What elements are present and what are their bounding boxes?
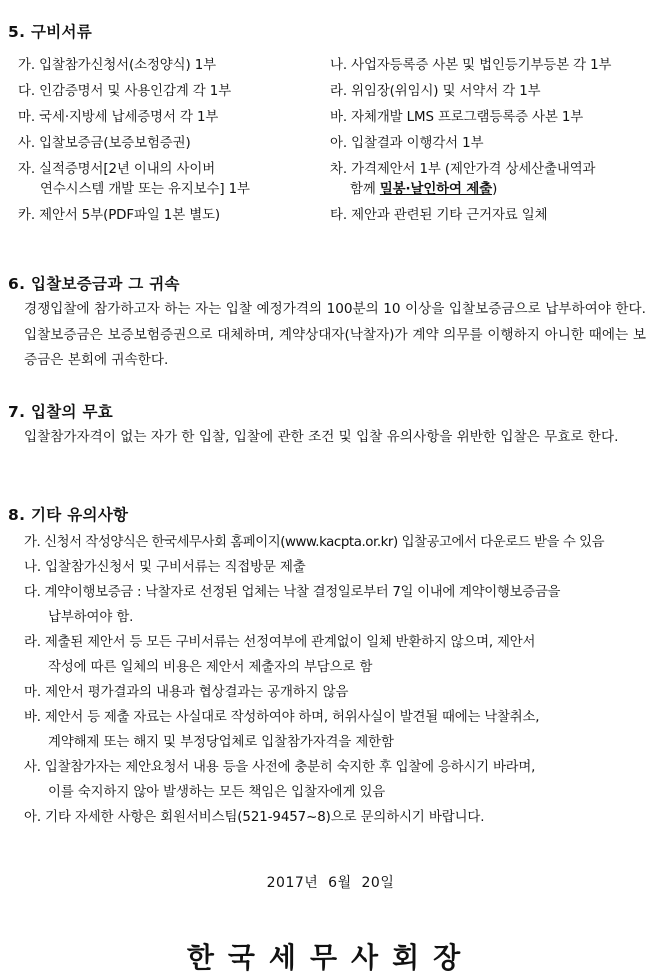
notice-item: 가. 신청서 작성양식은 한국세무사회 홈페이지(www.kacpta.or.kr) 입찰공고에서 다운로드 받을 수 있음	[24, 535, 605, 550]
doc-item: 나. 사업자등록증 사본 및 법인등기부등본 각 1부	[330, 58, 612, 73]
section-7-heading: 7. 입찰의 무효	[8, 403, 114, 421]
section-5-heading: 5. 구비서류	[8, 23, 93, 41]
doc-item: 가. 입찰참가신청서(소정양식) 1부	[18, 58, 216, 73]
doc-item: 차. 가격제안서 1부 (제안가격 상세산출내역과	[330, 162, 596, 177]
notice-item: 라. 제출된 제안서 등 모든 구비서류는 선정여부에 관계없이 일체 반환하지 않으며, 제안서	[24, 635, 536, 650]
notice-item: 나. 입찰참가신청서 및 구비서류는 직접방문 제출	[24, 560, 306, 575]
doc-item: 라. 위임장(위임시) 및 서약서 각 1부	[330, 84, 541, 99]
text-normal: 함께	[350, 182, 380, 197]
notice-item: 사. 입찰참가자는 제안요청서 내용 등을 사전에 충분히 숙지한 후 입찰에 응하시기 바라며,	[24, 760, 536, 775]
doc-item: 자. 실적증명서[2년 이내의 사이버	[18, 162, 216, 177]
doc-item: 아. 입찰결과 이행각서 1부	[330, 136, 484, 151]
notice-item: 다. 계약이행보증금 : 낙찰자로 선정된 업체는 낙찰 결정일로부터 7일 이내에 계약이행보증금을	[24, 585, 561, 600]
notice-item-continuation: 작성에 따른 일체의 비용은 제안서 제출자의 부담으로 함	[48, 660, 373, 675]
text-normal: )	[492, 182, 498, 197]
doc-item-continuation: 연수시스템 개발 또는 유지보수] 1부	[40, 182, 250, 197]
doc-item-continuation	[350, 178, 497, 197]
section-7-body: 입찰참가자격이 없는 자가 한 입찰, 입찰에 관한 조건 및 입찰 유의사항을 위반한 입찰은 무효로 한다.	[24, 429, 619, 445]
notice-item: 바. 제안서 등 제출 자료는 사실대로 작성하여야 하며, 허위사실이 발견될 때에는 낙찰취소,	[24, 710, 540, 725]
doc-item: 타. 제안과 관련된 기타 근거자료 일체	[330, 208, 548, 223]
notice-item: 아. 기타 자세한 사항은 회원서비스팀(521-9457~8)으로 문의하시기 바랍니다.	[24, 810, 485, 825]
organization-signature: 한국세무사회장	[186, 941, 475, 974]
section-6-body: 경쟁입찰에 참가하고자 하는 자는 입찰 예정가격의 100분의 10 이상을 입찰보증금으로 납부하여야 한다. 입찰보증금은 보증보험증권으로 대체하며, 계약상대자(낙찰자)가 계약 의무를 이행하지 아니한 때에는 보증금은 본회에 귀속한다.	[24, 301, 646, 368]
emphasis-text: 밀봉·날인하여 제출	[379, 182, 493, 197]
doc-item: 카. 제안서 5부(PDF파일 1본 별도)	[18, 208, 221, 223]
doc-item: 바. 자체개발 LMS 프로그램등록증 사본 1부	[330, 110, 584, 125]
notice-item: 마. 제안서 평가결과의 내용과 협상결과는 공개하지 않음	[24, 685, 349, 700]
notice-item-continuation: 납부하여야 함.	[48, 610, 134, 625]
notice-item-continuation: 이를 숙지하지 않아 발생하는 모든 책임은 입찰자에게 있음	[48, 785, 386, 800]
notice-date: 2017년 6월 20일	[266, 875, 395, 891]
doc-item: 사. 입찰보증금(보증보험증권)	[18, 136, 191, 151]
notice-item-continuation: 계약해제 또는 해지 및 부정당업체로 입찰참가자격을 제한함	[48, 735, 394, 750]
doc-item: 마. 국세·지방세 납세증명서 각 1부	[18, 110, 219, 125]
doc-item: 다. 인감증명서 및 사용인감계 각 1부	[18, 84, 232, 99]
section-6-heading: 6. 입찰보증금과 그 귀속	[8, 275, 180, 293]
section-8-heading: 8. 기타 유의사항	[8, 506, 129, 524]
